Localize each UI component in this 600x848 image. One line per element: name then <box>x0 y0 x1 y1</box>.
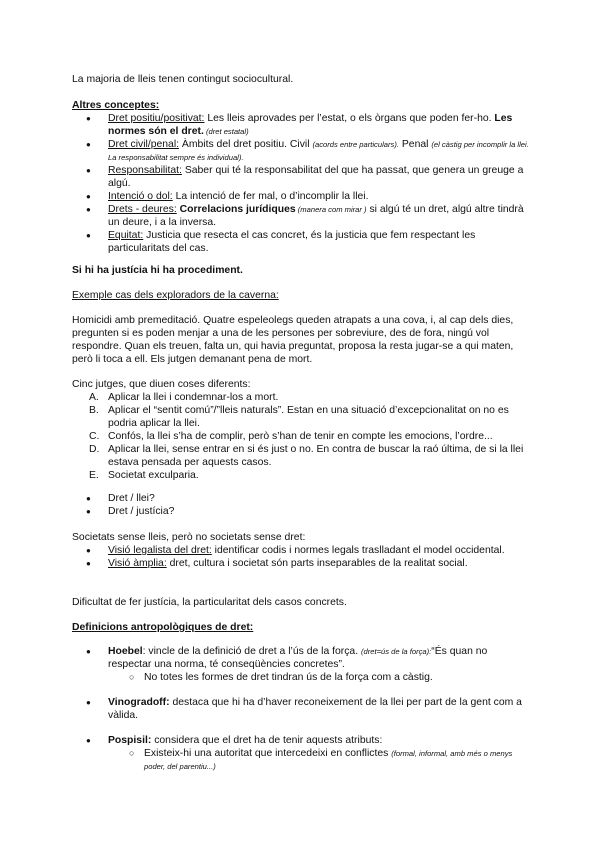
jutges-intro: Cinc jutges, que diuen coses diferents: <box>72 379 251 390</box>
list-item: ● Dret civil/penal: Àmbits del dret positiu. Civil (acords entre particulars). Penal (el càstig per incomplir la llei. La responsabilitat sempre és individual). <box>72 138 532 164</box>
list-item: ○ Existeix-hi una autoritat que intercedeixi en conflictes (formal, informal, amb més o menys poder, del parentiu...) <box>108 747 532 773</box>
list-item: ● Dret / justícia? <box>72 505 532 518</box>
list-item: ● Intenció o dol: La intenció de fer mal, o d’incomplir la llei. <box>72 190 532 203</box>
list-item: D. Aplicar la llei, sense entrar en si és just o no. En contra de buscar la raó última, de si la llei estava pensada per aquests casos. <box>89 444 524 468</box>
list-item: ● Vinogradoff: destaca que hi ha d’haver reconeixement de la llei per part de la gent com a vàlida. <box>72 696 532 722</box>
societats-intro: Societats sense lleis, però no societats sense dret: <box>72 532 306 543</box>
list-item: ● Visió legalista del dret: identificar codis i normes legals traslladant el model occidental. <box>72 544 532 557</box>
altres-list <box>72 112 532 255</box>
list-item: ○ No totes les formes de dret tindran ús de la força com a càstig. <box>108 671 532 684</box>
hoebel-block <box>72 645 532 684</box>
altres-section <box>72 99 532 255</box>
procediment-heading: Si hi ha justícia hi ha procediment. <box>72 265 243 276</box>
exemple-heading: Exemple cas dels exploradors de la caverna: <box>72 290 279 301</box>
questions-section <box>72 492 532 518</box>
intro-paragraph: La majoria de lleis tenen contingut sociocultural. <box>72 74 294 85</box>
altres-heading: Altres conceptes: <box>72 100 160 111</box>
questions-list <box>72 492 532 518</box>
list-item: A. Aplicar la llei i condemnar-los a mort. <box>89 392 279 403</box>
list-item: ● Visió àmplia: dret, cultura i societat són parts inseparables de la realitat social. <box>72 557 532 570</box>
definicions-heading: Definicions antropològiques de dret: <box>72 622 254 633</box>
societats-section <box>72 531 532 570</box>
list-item: ● Dret positiu/positivat: Les lleis aprovades per l’estat, o els òrgans que poden fer-ho. Les normes són el dret. (dret estatal) <box>72 112 532 138</box>
list-item: ● Hoebel: vincle de la definició de dret a l’ús de la força. (dret=ús de la força):“És quan no respectar una norma, té conseqüències concretes”. ○ No totes les formes de dret tindran ús de la força com a càstig. <box>72 645 532 684</box>
jutges-list <box>72 391 532 482</box>
vinogradoff-block <box>72 696 532 722</box>
pospisil-block <box>72 734 532 773</box>
list-item: ● Equitat: Justicia que resecta el cas concret, és la justicia que fem respectant les particularitats del cas. <box>72 229 532 255</box>
jutges-section <box>72 378 532 482</box>
list-item: C. Confós, la llei s’ha de complir, però s’han de tenir en compte les emocions, l’ordre... <box>89 431 493 442</box>
list-item: ● Dret / llei? <box>72 492 532 505</box>
list-item: E. Societat exculparia. <box>89 470 199 481</box>
list-item: ● Responsabilitat: Saber qui té la responsabilitat del que ha passat, que genera un greuge a algú. <box>72 164 532 190</box>
dificultat-paragraph: Dificultat de fer justícia, la particularitat dels casos concrets. <box>72 597 347 608</box>
exemple-paragraph: Homicidi amb premeditació. Quatre espeleolegs queden atrapats a una cova, i, al cap dels dies, pregunten si es poden menjar a una de les persones per sobreviure, des de fora, ningú vol respondre. Quan els treuen, falta un, qui havia preguntat, proposa la resta jugar-se a qui maten, però li toca a ell. Els jutgen demanant pena de mort. <box>72 315 514 365</box>
list-item: ● Drets - deures: Correlacions jurídiques (manera com mirar ) si algú té un dret, algú altre tindrà un deure, i a la inversa. <box>72 203 532 229</box>
societats-list <box>72 544 532 570</box>
list-item: B. Aplicar el “sentit comú”/”lleis naturals”. Estan en una situació d’excepcionalitat on no es podria aplicar la llei. <box>89 405 509 429</box>
list-item: ● Pospisil: considera que el dret ha de tenir aquests atributs: ○ Existeix-hi una autoritat que intercedeixi en conflictes (formal, informal, amb més o menys poder, del parentiu...) <box>72 734 532 773</box>
